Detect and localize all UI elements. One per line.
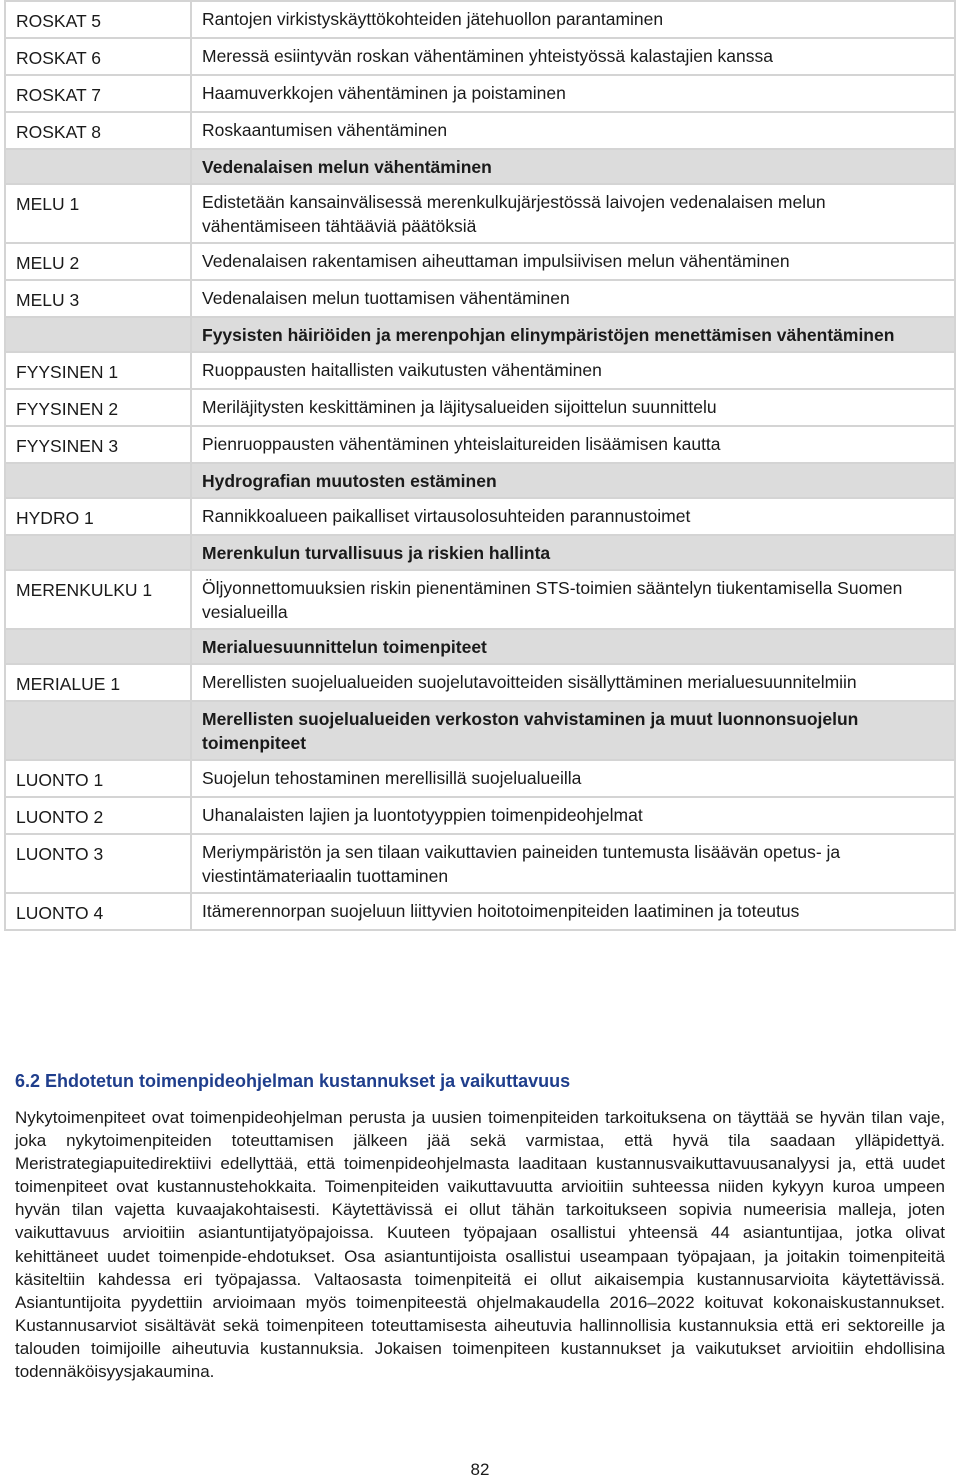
table-section-row xyxy=(5,629,955,664)
table-row xyxy=(5,243,955,280)
measure-code: FYYSINEN 2 xyxy=(5,389,191,426)
measure-code xyxy=(5,317,191,352)
measure-code: LUONTO 3 xyxy=(5,834,191,893)
measure-description: Rantojen virkistyskäyttökohteiden jätehuollon parantaminen xyxy=(191,1,955,38)
measure-code: ROSKAT 6 xyxy=(5,38,191,75)
measure-code: MELU 1 xyxy=(5,184,191,243)
measure-description: Itämerennorpan suojeluun liittyvien hoitotoimenpiteiden laatiminen ja toteutus xyxy=(191,893,955,930)
section-heading-cell: Merenkulun turvallisuus ja riskien hallinta xyxy=(191,535,955,570)
measure-code: MERIALUE 1 xyxy=(5,664,191,701)
section-heading xyxy=(15,1070,945,1092)
section-number: 6.2 xyxy=(15,1071,41,1091)
table-section-row xyxy=(5,317,955,352)
table-row xyxy=(5,75,955,112)
table-row xyxy=(5,760,955,797)
table-row xyxy=(5,893,955,930)
section-heading-cell: Vedenalaisen melun vähentäminen xyxy=(191,149,955,184)
measure-code: MELU 3 xyxy=(5,280,191,317)
measure-code: LUONTO 4 xyxy=(5,893,191,930)
section-title-text: Ehdotetun toimenpideohjelman kustannukset ja vaikuttavuus xyxy=(45,1071,571,1091)
measure-code: ROSKAT 5 xyxy=(5,1,191,38)
measure-code: MELU 2 xyxy=(5,243,191,280)
measure-description: Pienruoppausten vähentäminen yhteislaitureiden lisäämisen kautta xyxy=(191,426,955,463)
measure-code: HYDRO 1 xyxy=(5,498,191,535)
table-row xyxy=(5,664,955,701)
measure-description: Roskaantumisen vähentäminen xyxy=(191,112,955,149)
table-row xyxy=(5,280,955,317)
section-heading-cell: Merialuesuunnittelun toimenpiteet xyxy=(191,629,955,664)
table-row xyxy=(5,184,955,243)
measure-description: Suojelun tehostaminen merellisillä suojelualueilla xyxy=(191,760,955,797)
page-number: 82 xyxy=(470,1460,490,1479)
section-heading-cell: Merellisten suojelualueiden verkoston vahvistaminen ja muut luonnonsuojelun toimenpiteet xyxy=(191,701,955,760)
measure-description: Meressä esiintyvän roskan vähentäminen yhteistyössä kalastajien kanssa xyxy=(191,38,955,75)
measure-description: Edistetään kansainvälisessä merenkulkujärjestössä laivojen vedenalaisen melun vähentämiseen tähtääviä päätöksiä xyxy=(191,184,955,243)
table-row xyxy=(5,426,955,463)
table-row xyxy=(5,797,955,834)
measure-code: LUONTO 2 xyxy=(5,797,191,834)
measure-code: ROSKAT 7 xyxy=(5,75,191,112)
measure-code xyxy=(5,463,191,498)
table-row xyxy=(5,570,955,629)
measure-description: Ruoppausten haitallisten vaikutusten vähentäminen xyxy=(191,352,955,389)
table-row xyxy=(5,1,955,38)
table-section-row xyxy=(5,149,955,184)
measures-table-body xyxy=(5,1,955,930)
table-row xyxy=(5,38,955,75)
table-section-row xyxy=(5,535,955,570)
table-section-row xyxy=(5,463,955,498)
section-heading-cell: Hydrografian muutosten estäminen xyxy=(191,463,955,498)
section-heading-cell: Fyysisten häiriöiden ja merenpohjan elinympäristöjen menettämisen vähentäminen xyxy=(191,317,955,352)
measure-description: Merellisten suojelualueiden suojelutavoitteiden sisällyttäminen merialuesuunnitelmiin xyxy=(191,664,955,701)
measure-code xyxy=(5,149,191,184)
measure-description: Haamuverkkojen vähentäminen ja poistaminen xyxy=(191,75,955,112)
table-row xyxy=(5,834,955,893)
measure-code xyxy=(5,535,191,570)
measure-code xyxy=(5,701,191,760)
measure-description: Uhanalaisten lajien ja luontotyyppien toimenpideohjelmat xyxy=(191,797,955,834)
measure-description: Öljyonnettomuuksien riskin pienentäminen STS-toimien sääntelyn tiukentamisella Suomen vesialueilla xyxy=(191,570,955,629)
measure-code: ROSKAT 8 xyxy=(5,112,191,149)
measure-code: LUONTO 1 xyxy=(5,760,191,797)
table-row xyxy=(5,389,955,426)
measure-code xyxy=(5,629,191,664)
measure-code: FYYSINEN 1 xyxy=(5,352,191,389)
table-row xyxy=(5,498,955,535)
measure-code: FYYSINEN 3 xyxy=(5,426,191,463)
measure-description: Rannikkoalueen paikalliset virtausolosuhteiden parannustoimet xyxy=(191,498,955,535)
measure-description: Meriläjitysten keskittäminen ja läjitysalueiden sijoittelun suunnittelu xyxy=(191,389,955,426)
measure-description: Vedenalaisen rakentamisen aiheuttaman impulsiivisen melun vähentäminen xyxy=(191,243,955,280)
table-row xyxy=(5,112,955,149)
measure-description: Vedenalaisen melun tuottamisen vähentäminen xyxy=(191,280,955,317)
table-section-row xyxy=(5,701,955,760)
measures-table xyxy=(4,0,956,931)
table-row xyxy=(5,352,955,389)
body-paragraph: Nykytoimenpiteet ovat toimenpideohjelman perusta ja uusien toimenpiteiden tarkoituksena on täyttää se hyvän tilan vaje, joka nykytoimenpiteiden toteuttamisen jälkeen jää sekä varmistaa, että hyvä tila saadaan ylläpidettyä. Meristrategiapuitedirektiivi edellyttää, että toimenpideohjelmasta laaditaan kustannusvaikuttavuusanalyysi ja, että uudet toimenpiteet ovat kustannustehokkaita. Toimenpiteiden vaikuttavuutta arvioitiin suhteessa niiden kykyyn kuroa umpeen hyvän tilan vajetta kuvaajakohtaisesti. Käytettävissä ei ollut tähän tarkoitukseen sopivia numeerisia malleja, joten vaikuttavuus arvioitiin asiantuntijatyöpajoissa. Kuuteen työpajaan osallistui yhteensä 44 asiantuntijaa, jotka olivat kehittäneet uudet toimenpide-ehdotukset. Osa asiantuntijoista osallistui useampaan työpajaan, ja joitakin toimenpiteitä käsiteltiin kahdessa eri työpajassa. Valtaosasta toimenpiteitä ei ollut aikaisempia kustannusarvioita käytettävissä. Asiantuntijoita pyydettiin arvioimaan myös toimenpiteestä ohjelmakaudella 2016–2022 koituvat kokonaiskustannukset. Kustannusarviot sisältävät sekä toimenpiteen toteuttamisesta aiheutuvia hallinnollisia kustannuksia että eri sektoreille ja talouden toimijoille aiheutuvia kustannuksia. Jokaisen toimenpiteen kustannukset ja vaikutukset arvioitiin ehdollisina todennäköisyysjakaumina. xyxy=(15,1108,945,1382)
measure-code: MERENKULKU 1 xyxy=(5,570,191,629)
measure-description: Meriympäristön ja sen tilaan vaikuttavien paineiden tuntemusta lisäävän opetus- ja viestintämateriaalin tuottaminen xyxy=(191,834,955,893)
